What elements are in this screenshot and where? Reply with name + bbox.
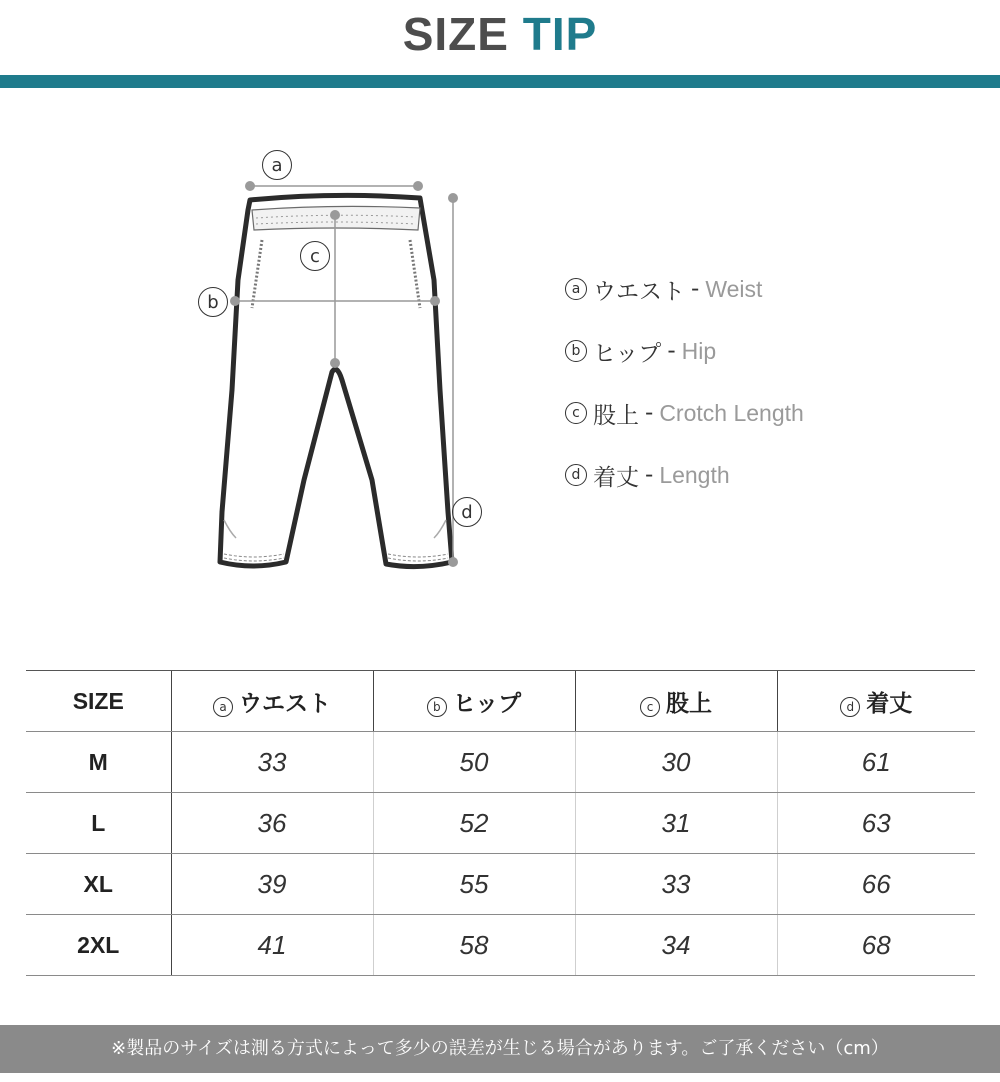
legend-en-label: Weist xyxy=(705,275,763,302)
table-cell-crotch: 30 xyxy=(575,732,777,793)
size-table xyxy=(26,670,975,976)
table-row xyxy=(26,732,975,793)
size-label: XL xyxy=(26,854,171,915)
legend-jp-label: ウエスト xyxy=(593,278,685,305)
table-row xyxy=(26,793,975,854)
marker-c: c xyxy=(300,241,330,271)
table-cell-length: 61 xyxy=(777,732,975,793)
legend-separator: - xyxy=(667,338,676,364)
column-header-label: ウエスト xyxy=(239,690,331,717)
legend-separator: - xyxy=(691,276,700,302)
table-cell-length: 66 xyxy=(777,854,975,915)
table-cell-crotch: 34 xyxy=(575,915,777,976)
table-cell-waist: 36 xyxy=(171,793,373,854)
table-row xyxy=(26,915,975,976)
marker-a: a xyxy=(262,150,292,180)
legend-item-hip xyxy=(565,320,985,382)
table-cell-crotch: 31 xyxy=(575,793,777,854)
column-header-waist xyxy=(171,671,373,732)
marker-d-icon: d xyxy=(565,464,587,486)
legend-item-crotch xyxy=(565,382,985,444)
table-cell-length: 63 xyxy=(777,793,975,854)
table-cell-hip: 58 xyxy=(373,915,575,976)
marker-b-icon: b xyxy=(427,697,447,717)
table-cell-hip: 55 xyxy=(373,854,575,915)
size-label: M xyxy=(26,732,171,793)
legend-separator: - xyxy=(645,462,654,488)
marker-a-icon: a xyxy=(565,278,587,300)
table-cell-crotch: 33 xyxy=(575,854,777,915)
disclaimer-note: ※製品のサイズは測る方式によって多少の誤差が生じる場合があります。ご了承ください（cm） xyxy=(0,1025,1000,1073)
legend-en-label: Hip xyxy=(681,337,717,364)
title-word-tip: TIP xyxy=(522,8,598,60)
legend-separator: - xyxy=(645,400,654,426)
size-label: 2XL xyxy=(26,915,171,976)
legend-en-label: Crotch Length xyxy=(659,399,804,426)
marker-a-icon: a xyxy=(213,697,233,717)
column-header-label: 股上 xyxy=(666,690,712,717)
column-header-label: 着丈 xyxy=(866,690,913,717)
table-row xyxy=(26,854,975,915)
column-header-crotch xyxy=(575,671,777,732)
table-cell-waist: 33 xyxy=(171,732,373,793)
size-column-header: SIZE xyxy=(26,671,171,732)
pants-diagram xyxy=(190,140,510,580)
column-header-label: ヒップ xyxy=(452,690,522,717)
marker-b: b xyxy=(198,287,228,317)
column-header-hip xyxy=(373,671,575,732)
legend-item-length xyxy=(565,444,985,506)
legend-en-label: Length xyxy=(659,461,730,488)
table-cell-waist: 41 xyxy=(171,915,373,976)
table-cell-waist: 39 xyxy=(171,854,373,915)
marker-b-icon: b xyxy=(565,340,587,362)
title-word-size: SIZE xyxy=(402,8,509,60)
table-header-row xyxy=(26,671,975,732)
legend-jp-label: 股上 xyxy=(593,402,639,429)
legend-item-waist xyxy=(565,258,985,320)
legend-jp-label: 着丈 xyxy=(593,464,639,491)
table-cell-length: 68 xyxy=(777,915,975,976)
marker-c-icon: c xyxy=(640,697,660,717)
size-label: L xyxy=(26,793,171,854)
table-cell-hip: 50 xyxy=(373,732,575,793)
measurement-legend xyxy=(565,258,985,506)
marker-d: d xyxy=(452,497,482,527)
legend-jp-label: ヒップ xyxy=(593,340,662,367)
marker-c-icon: c xyxy=(565,402,587,424)
header-divider xyxy=(0,75,1000,88)
page-title xyxy=(0,4,1000,64)
table-cell-hip: 52 xyxy=(373,793,575,854)
marker-d-icon: d xyxy=(840,697,860,717)
column-header-length xyxy=(777,671,975,732)
